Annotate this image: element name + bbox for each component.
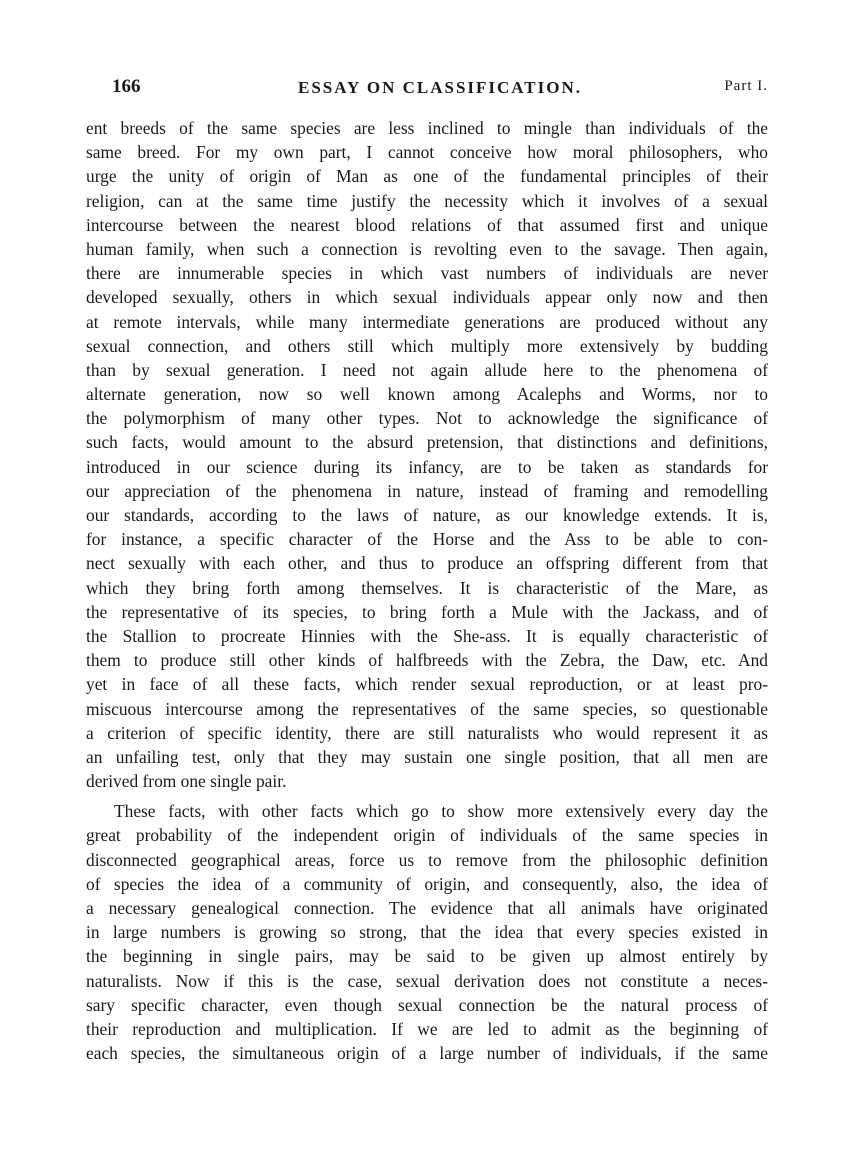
running-header xyxy=(112,76,768,100)
page-number: 166 xyxy=(112,76,141,97)
part-label: Part I. xyxy=(724,78,768,94)
text-line: great probability of the independent origin of individuals of the same species in xyxy=(86,825,768,846)
text-line: nect sexually with each other, and thus to produce an offspring different from that xyxy=(86,553,768,574)
text-line: the beginning in single pairs, may be said to be given up almost entirely by xyxy=(86,946,768,967)
text-line: the polymorphism of many other types. Not to acknowledge the significance of xyxy=(86,408,768,429)
text-line: human family, when such a connection is revolting even to the savage. Then again, xyxy=(86,238,768,259)
text-line: introduced in our science during its infancy, are to be taken as standards for xyxy=(86,456,768,477)
text-line: a necessary genealogical connection. The evidence that all animals have originated xyxy=(86,898,768,918)
text-line: miscuous intercourse among the representatives of the same species, so questionable xyxy=(86,698,768,719)
text-line: our appreciation of the phenomena in nature, instead of framing and remodelling xyxy=(86,480,768,501)
text-line: the Stallion to procreate Hinnies with the She-ass. It is equally characteristic of xyxy=(86,625,768,646)
text-line: ent breeds of the same species are less inclined to mingle than individuals of the xyxy=(86,118,768,138)
text-line: a criterion of specific identity, there are still naturalists who would represent it as xyxy=(86,722,768,743)
text-line: sary specific character, even though sexual connection be the natural process of xyxy=(86,994,768,1015)
text-line: the representative of its species, to bring forth a Mule with the Jackass, and of xyxy=(86,601,768,622)
text-line: sexual connection, and others still which multiply more extensively by budding xyxy=(86,335,768,356)
text-line: their reproduction and multiplication. If we are led to admit as the beginning of xyxy=(86,1018,768,1039)
text-line: These facts, with other facts which go to show more extensively every day the xyxy=(114,801,768,822)
text-line: of species the idea of a community of origin, and consequently, also, the idea of xyxy=(86,873,768,894)
text-line: intercourse between the nearest blood relations of that assumed first and unique xyxy=(86,214,768,235)
body-text xyxy=(86,116,768,1065)
text-line: alternate generation, now so well known among Acalephs and Worms, nor to xyxy=(86,384,768,405)
text-line: which they bring forth among themselves. It is characteristic of the Mare, as xyxy=(86,577,768,598)
text-line: there are innumerable species in which vast numbers of individuals are never xyxy=(86,263,768,284)
text-line: for instance, a specific character of the Horse and the Ass to be able to con- xyxy=(86,529,768,550)
text-line: urge the unity of origin of Man as one of the fundamental principles of their xyxy=(86,166,768,187)
text-line: derived from one single pair. xyxy=(86,771,287,792)
text-line: religion, can at the same time justify the necessity which it involves of a sexual xyxy=(86,190,768,211)
text-line: our standards, according to the laws of nature, as our knowledge extends. It is, xyxy=(86,505,768,525)
text-line: same breed. For my own part, I cannot conceive how moral philosophers, who xyxy=(86,142,768,163)
text-line: them to produce still other kinds of halfbreeds with the Zebra, the Daw, etc. And xyxy=(86,650,768,671)
text-line: than by sexual generation. I need not again allude here to the phenomena of xyxy=(86,359,768,380)
running-title: ESSAY ON CLASSIFICATION. xyxy=(297,78,583,97)
text-line: in large numbers is growing so strong, that the idea that every species existed in xyxy=(86,922,768,943)
text-line: naturalists. Now if this is the case, sexual derivation does not constitute a neces- xyxy=(86,970,768,991)
paragraph xyxy=(86,116,768,793)
text-line: at remote intervals, while many intermediate generations are produced without any xyxy=(86,311,768,332)
text-line: an unfailing test, only that they may sustain one single position, that all men are xyxy=(86,746,768,767)
paragraph xyxy=(86,799,768,1065)
text-line: such facts, would amount to the absurd pretension, that distinctions and definitions, xyxy=(86,432,768,453)
text-line: disconnected geographical areas, force us to remove from the philosophic definition xyxy=(86,849,768,870)
text-line: yet in face of all these facts, which render sexual reproduction, or at least pro- xyxy=(86,674,768,695)
text-line: developed sexually, others in which sexual individuals appear only now and then xyxy=(86,287,768,308)
text-line: each species, the simultaneous origin of a large number of individuals, if the same xyxy=(86,1043,768,1064)
